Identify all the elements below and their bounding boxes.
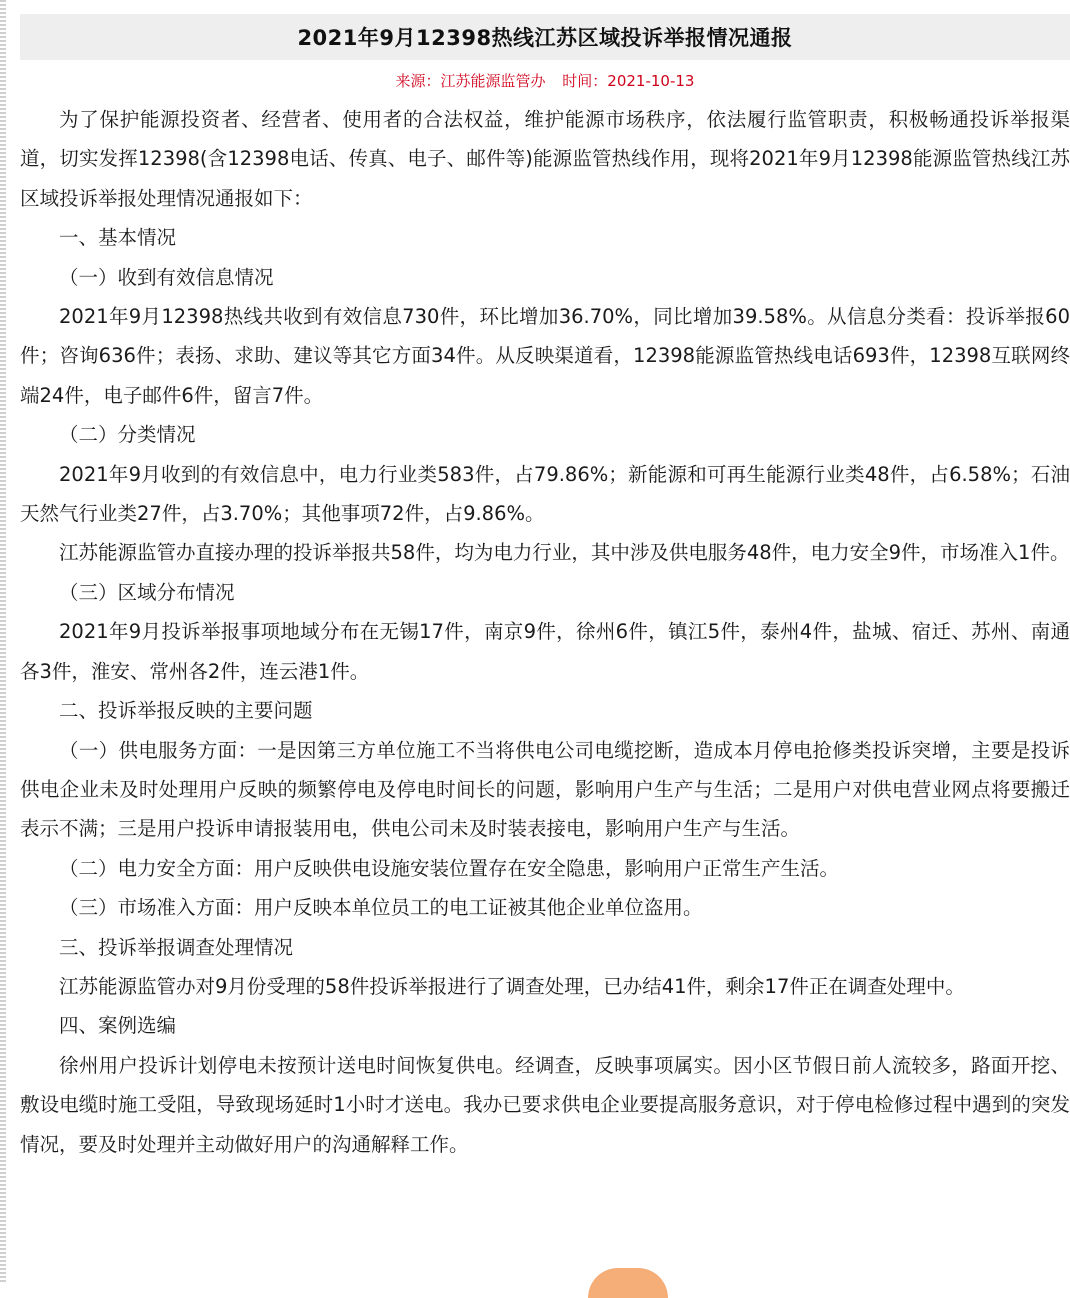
article-source: 来源：江苏能源监管办 <box>395 72 546 90</box>
paragraph-classification: 2021年9月收到的有效信息中，电力行业类583件，占79.86%；新能源和可再生能源行业类48件，占6.58%；石油天然气行业类27件，占3.70%；其他事项72件，占9.86%。 <box>20 462 1070 526</box>
heading-investigation: 三、投诉举报调查处理情况 <box>59 935 294 959</box>
paragraph-supply-service: （一）供电服务方面：一是因第三方单位施工不当将供电公司电缆挖断，造成本月停电抢修类投诉突增，主要是投诉供电企业未及时处理用户反映的频繁停电及停电时间长的问题，影响用户生产与生活；二是用户对供电营业网点将要搬迁表示不满；三是用户投诉申请报装用电，供电公司未及时装表接电，影响用户生产与生活。 <box>20 738 1070 841</box>
paragraph-valid-info: 2021年9月12398热线共收到有效信息730件，环比增加36.70%，同比增加39.58%。从信息分类看：投诉举报60件；咨询636件；表扬、求助、建议等其它方面34件。从反映渠道看，12398能源监管热线电话693件，12398互联网终端24件，电子邮件6件，留言7件。 <box>20 305 1070 407</box>
article-title: 2021年9月12398热线江苏区域投诉举报情况通报 <box>20 14 1070 60</box>
heading-main-issues: 二、投诉举报反映的主要问题 <box>59 699 313 723</box>
paragraph-intro: 为了保护能源投资者、经营者、使用者的合法权益，维护能源市场秩序，依法履行监管职责，积极畅通投诉举报渠道，切实发挥12398(含12398电话、传真、电子、邮件等)能源监管热线作用，现将2021年9月12398能源监管热线江苏区域投诉举报处理情况通报如下： <box>20 108 1070 210</box>
article <box>20 14 1070 1164</box>
subheading-classification: （二）分类情况 <box>59 423 196 447</box>
subheading-valid-info: （一）收到有效信息情况 <box>59 265 274 289</box>
paragraph-direct-handling: 江苏能源监管办直接办理的投诉举报共58件，均为电力行业，其中涉及供电服务48件，电力安全9件，市场准入1件。 <box>59 541 1070 565</box>
paragraph-power-safety: （二）电力安全方面：用户反映供电设施安装位置存在安全隐患，影响用户正常生产生活。 <box>59 856 840 880</box>
paragraph-case: 徐州用户投诉计划停电未按预计送电时间恢复供电。经调查，反映事项属实。因小区节假日前人流较多，路面开挖、敷设电缆时施工受阻，导致现场延时1小时才送电。我办已要求供电企业要提高服务意识，对于停电检修过程中遇到的突发情况，要及时处理并主动做好用户的沟通解释工作。 <box>20 1053 1070 1156</box>
scroll-top-badge[interactable] <box>588 1268 668 1298</box>
paragraph-regional: 2021年9月投诉举报事项地域分布在无锡17件，南京9件，徐州6件，镇江5件，泰州4件，盐城、宿迁、苏州、南通各3件，淮安、常州各2件，连云港1件。 <box>20 620 1070 683</box>
article-meta <box>20 70 1070 92</box>
article-body <box>20 100 1070 1164</box>
heading-case-selection: 四、案例选编 <box>59 1014 177 1038</box>
heading-basic-situation: 一、基本情况 <box>59 226 177 250</box>
left-border-decoration <box>0 0 6 1282</box>
paragraph-investigation: 江苏能源监管办对9月份受理的58件投诉举报进行了调查处理，已办结41件，剩余17件正在调查处理中。 <box>59 974 965 998</box>
subheading-regional: （三）区域分布情况 <box>59 580 235 604</box>
paragraph-market-access: （三）市场准入方面：用户反映本单位员工的电工证被其他企业单位盗用。 <box>59 896 703 920</box>
article-time: 时间：2021-10-13 <box>562 72 695 90</box>
